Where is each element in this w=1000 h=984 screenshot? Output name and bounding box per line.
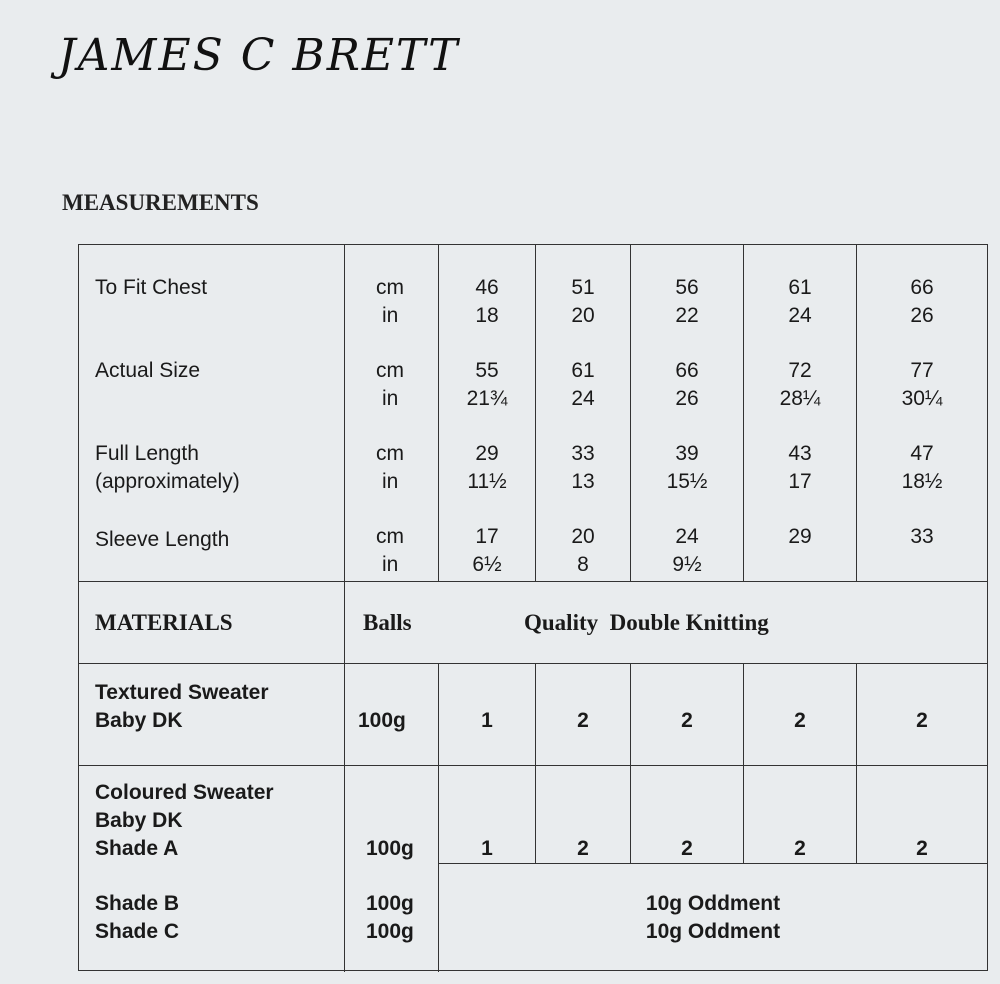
measurements-table xyxy=(78,244,988,971)
col-divider xyxy=(856,663,857,863)
row-label: Sleeve Length xyxy=(95,528,230,551)
cell-value: 56 xyxy=(675,276,699,299)
ball-count: 2 xyxy=(681,709,693,732)
shade-label: Shade B xyxy=(95,892,180,915)
cell-value: 29 xyxy=(475,442,499,465)
ball-count: 2 xyxy=(794,709,806,732)
ball-weight: 100g xyxy=(366,837,414,860)
ball-weight: 100g xyxy=(358,709,406,732)
cell-value: 22 xyxy=(675,304,699,327)
ball-weight: 100g xyxy=(366,892,414,915)
ball-weight: 100g xyxy=(366,920,414,943)
cell-value: 55 xyxy=(475,359,499,382)
unit-cm: cm xyxy=(376,276,404,299)
cell-value: 39 xyxy=(675,442,699,465)
cell-value: 11½ xyxy=(467,470,507,493)
cell-value: 24 xyxy=(788,304,812,327)
balls-label: Balls xyxy=(363,610,412,635)
row-divider xyxy=(79,663,987,664)
measurements-heading: MEASUREMENTS xyxy=(62,190,259,215)
col-divider xyxy=(856,245,857,581)
product-name: Textured Sweater xyxy=(95,681,269,704)
brand-title: JAMES C BRETT xyxy=(58,30,460,81)
cell-value: 17 xyxy=(788,470,812,493)
cell-value: 8 xyxy=(577,553,589,576)
product-yarn: Baby DK xyxy=(95,709,183,732)
cell-value: 72 xyxy=(788,359,812,382)
row-label: To Fit Chest xyxy=(95,276,208,299)
cell-value: 20 xyxy=(571,525,595,548)
cell-value: 26 xyxy=(675,387,699,410)
cell-value: 33 xyxy=(910,525,934,548)
col-divider xyxy=(344,663,345,972)
cell-value: 6½ xyxy=(472,553,502,576)
ball-count: 1 xyxy=(481,837,493,860)
unit-cm: cm xyxy=(376,525,404,548)
row-label: Actual Size xyxy=(95,359,201,382)
ball-count: 2 xyxy=(794,837,806,860)
cell-value: 51 xyxy=(571,276,595,299)
unit-in: in xyxy=(382,304,399,327)
product-name: Coloured Sweater xyxy=(95,781,274,804)
ball-count: 2 xyxy=(577,837,589,860)
oddment-note: 10g Oddment xyxy=(645,892,781,915)
cell-value: 18½ xyxy=(901,470,943,493)
ball-count: 1 xyxy=(481,709,493,732)
cell-value: 24 xyxy=(571,387,595,410)
col-divider xyxy=(535,663,536,863)
cell-value: 21¾ xyxy=(466,387,508,410)
cell-value: 61 xyxy=(571,359,595,382)
cell-value: 61 xyxy=(788,276,812,299)
cell-value: 30¼ xyxy=(901,387,943,410)
cell-value: 66 xyxy=(675,359,699,382)
cell-value: 46 xyxy=(475,276,499,299)
col-divider xyxy=(743,245,744,581)
cell-value: 33 xyxy=(571,442,595,465)
unit-in: in xyxy=(382,470,399,493)
row-label: Full Length xyxy=(95,442,199,465)
col-divider xyxy=(743,663,744,863)
cell-value: 24 xyxy=(675,525,699,548)
cell-value: 17 xyxy=(475,525,499,548)
ball-count: 2 xyxy=(681,837,693,860)
quality-label: Quality Double Knitting xyxy=(524,610,769,635)
product-yarn: Baby DK xyxy=(95,809,183,832)
ball-count: 2 xyxy=(916,837,928,860)
unit-in: in xyxy=(382,553,399,576)
shade-label: Shade A xyxy=(95,837,179,860)
row-divider xyxy=(438,863,987,864)
shade-label: Shade C xyxy=(95,920,180,943)
cell-value: 47 xyxy=(910,442,934,465)
cell-value: 13 xyxy=(571,470,595,493)
cell-value: 9½ xyxy=(672,553,702,576)
cell-value: 77 xyxy=(910,359,934,382)
cell-value: 28¼ xyxy=(779,387,821,410)
col-divider xyxy=(630,663,631,863)
cell-value: 20 xyxy=(571,304,595,327)
unit-cm: cm xyxy=(376,359,404,382)
materials-label: MATERIALS xyxy=(95,610,233,635)
cell-value: 18 xyxy=(475,304,499,327)
row-divider xyxy=(79,581,987,582)
cell-value: 15½ xyxy=(666,470,708,493)
row-label-sub: (approximately) xyxy=(95,470,240,493)
cell-value: 66 xyxy=(910,276,934,299)
cell-value: 43 xyxy=(788,442,812,465)
cell-value: 29 xyxy=(788,525,812,548)
ball-count: 2 xyxy=(916,709,928,732)
oddment-note: 10g Oddment xyxy=(645,920,781,943)
unit-cm: cm xyxy=(376,442,404,465)
ball-count: 2 xyxy=(577,709,589,732)
row-divider xyxy=(79,765,987,766)
cell-value: 26 xyxy=(910,304,934,327)
unit-in: in xyxy=(382,387,399,410)
